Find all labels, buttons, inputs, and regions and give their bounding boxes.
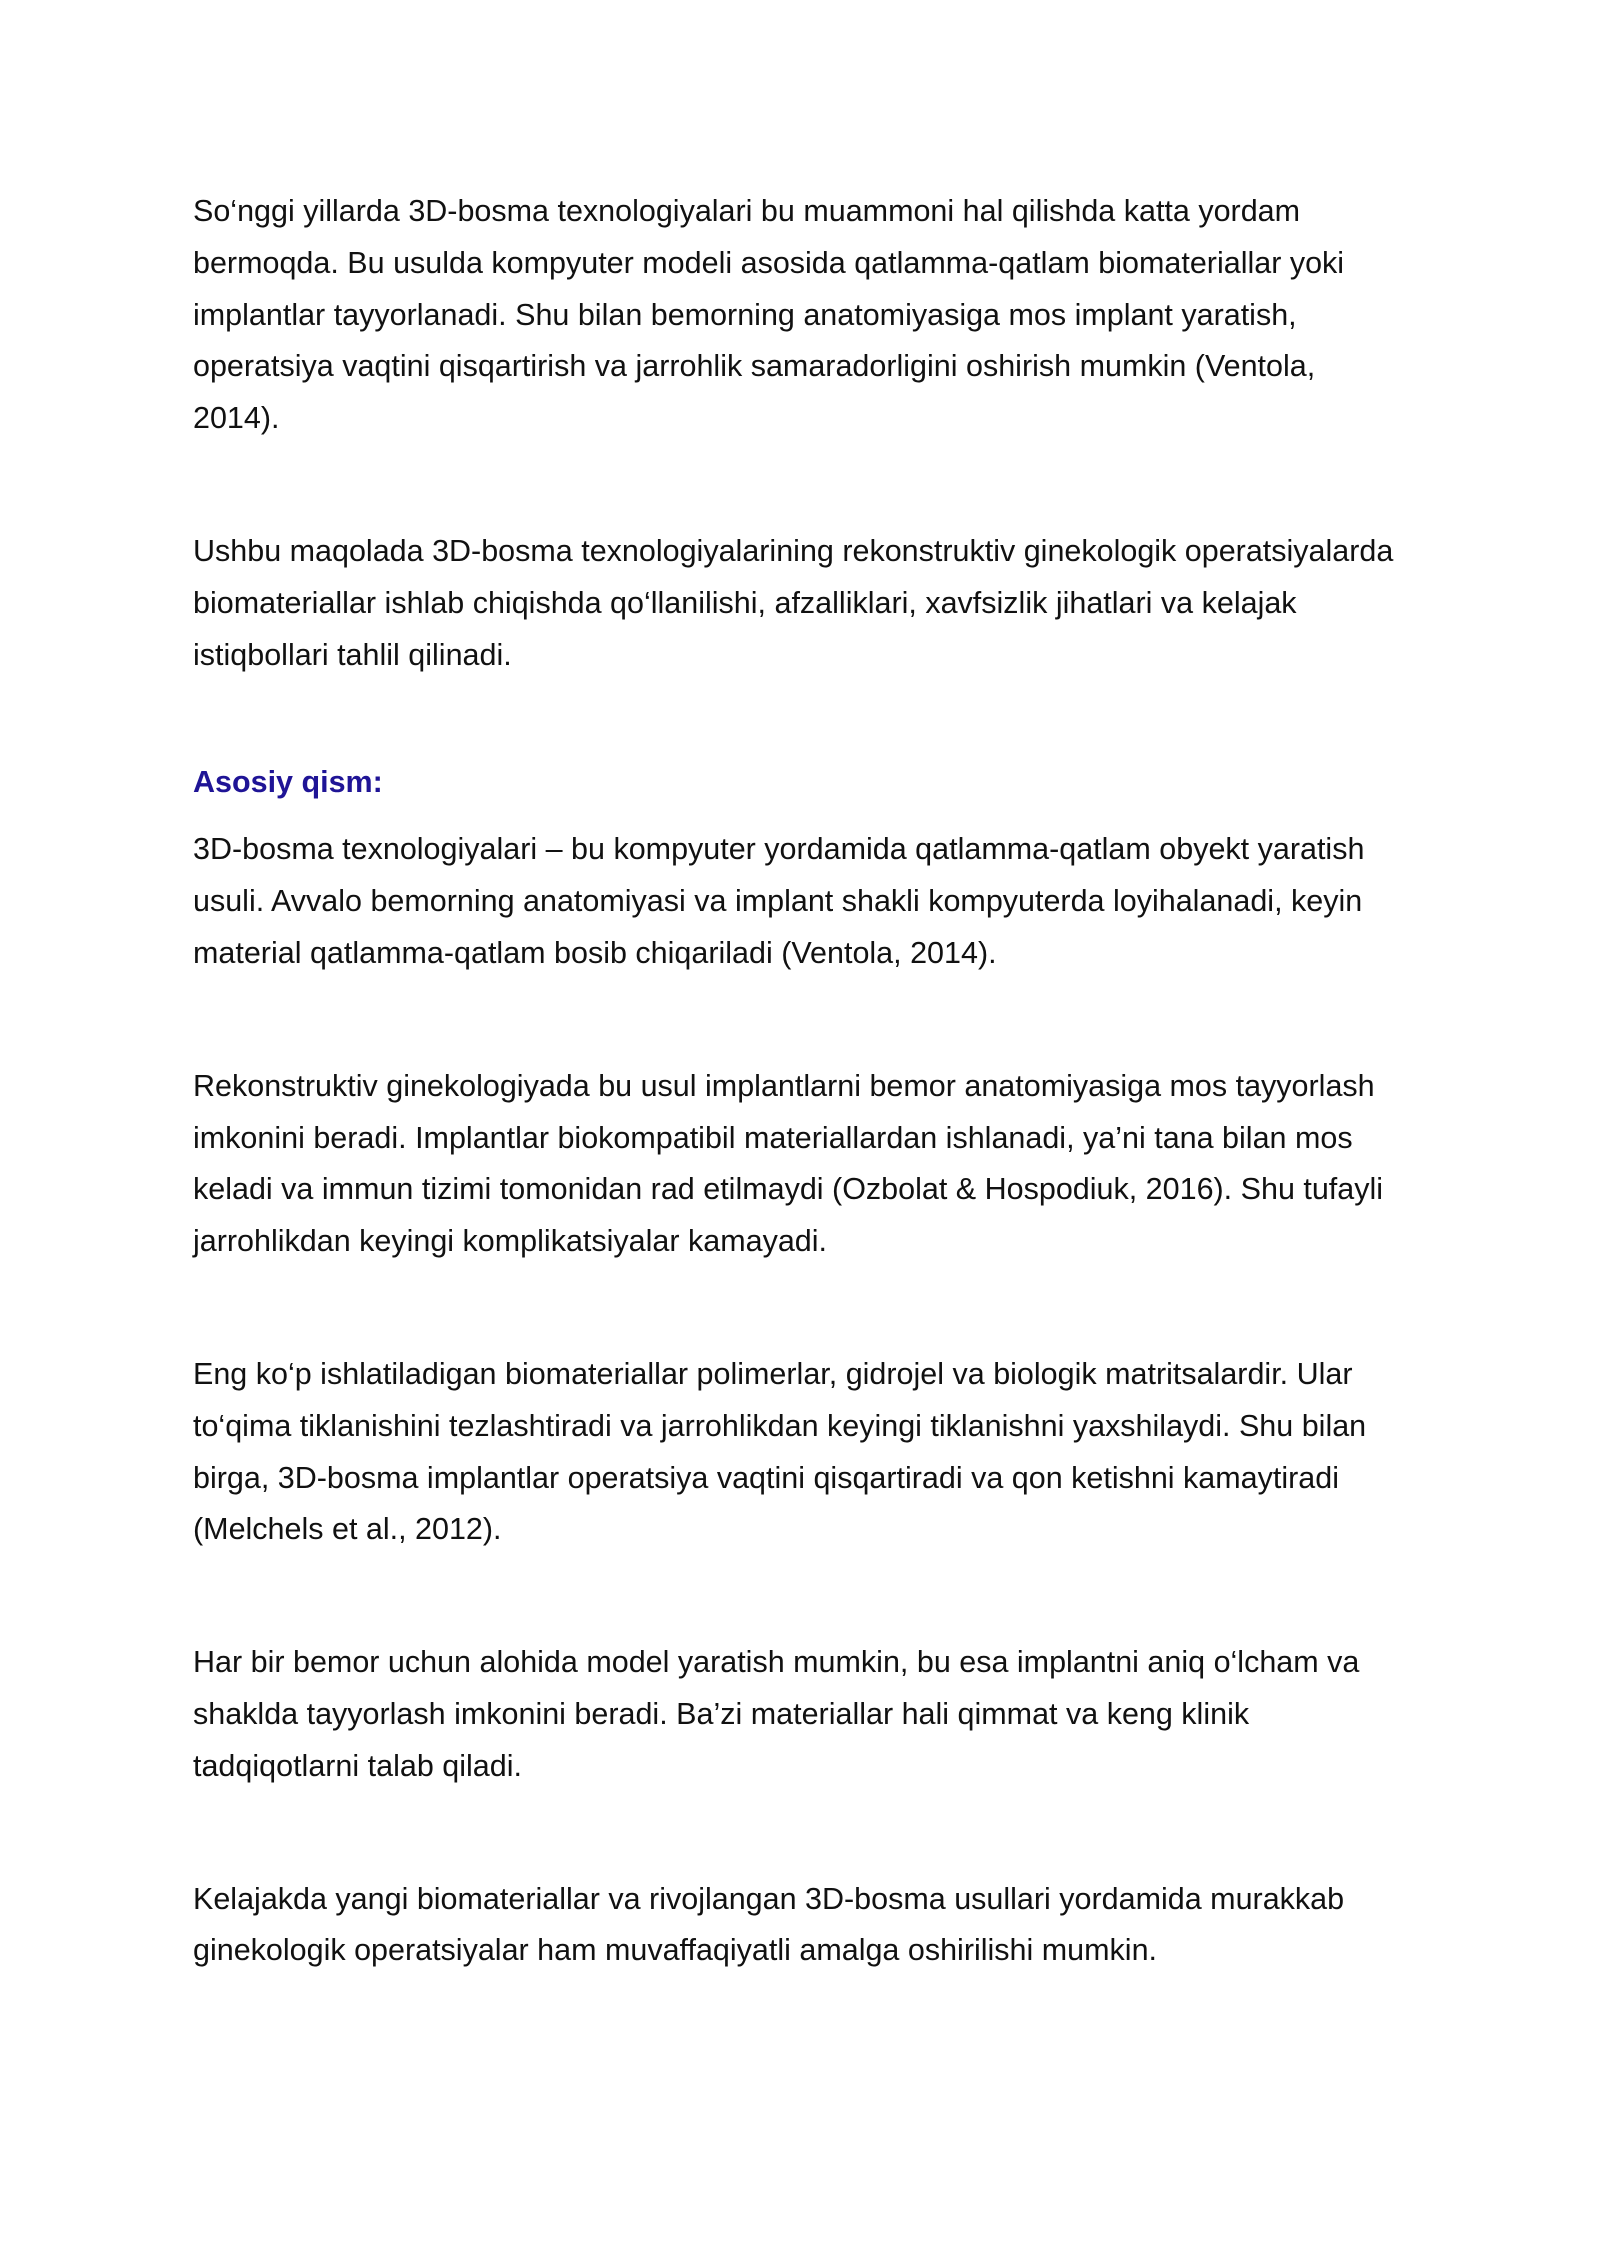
main-paragraph-3: Eng ko‘p ishlatiladigan biomateriallar polimerlar, gidrojel va biologik matritsalardir. Ular to‘qima tiklanishini tezlashtiradi va jarrohlikdan keyingi tiklanishni yaxshilaydi. Shu bilan birga, 3D-bosma implantlar operatsiya vaqtini qisqartiradi va qon ketishni kamaytiradi (Melchels et al., 2012). <box>193 1356 1367 1547</box>
main-paragraph-2: Rekonstruktiv ginekologiyada bu usul implantlarni bemor anatomiyasiga mos tayyorlash imkonini beradi. Implantlar biokompatibil materiallardan ishlanadi, ya’ni tana bilan mos keladi va immun tizimi tomonidan rad etilmaydi (Ozbolat & Hospodiuk, 2016). Shu tufayli jarrohlikdan keyingi komplikatsiyalar kamayadi. <box>193 1068 1384 1259</box>
section-heading: Asosiy qism: <box>193 765 383 800</box>
main-paragraph-1: 3D-bosma texnologiyalari – bu kompyuter yordamida qatlamma-qatlam obyekt yaratish usuli. Avvalo bemorning anatomiyasi va implant shakli kompyuterda loyihalanadi, keyin material qatlamma-qatlam bosib chiqariladi (Ventola, 2014). <box>193 832 1365 970</box>
intro-paragraph-1: So‘nggi yillarda 3D-bosma texnologiyalari bu muammoni hal qilishda katta yordam bermoqda. Bu usulda kompyuter modeli asosida qatlamma-qatlam biomateriallar yoki implantlar tayyorlanadi. Shu bilan bemorning anatomiyasiga mos implant yaratish, operatsiya vaqtini qisqartirish va jarrohlik samaradorligini oshirish mumkin (Ventola, 2014). <box>193 194 1345 436</box>
main-paragraph-4: Har bir bemor uchun alohida model yaratish mumkin, bu esa implantni aniq o‘lcham va shaklda tayyorlash imkonini beradi. Ba’zi materiallar hali qimmat va keng klinik tadqiqotlarni talab qiladi. <box>193 1645 1360 1783</box>
main-paragraph-5: Kelajakda yangi biomateriallar va rivojlangan 3D-bosma usullari yordamida murakkab ginekologik operatsiyalar ham muvaffaqiyatli amalga oshirilishi mumkin. <box>193 1881 1345 1968</box>
intro-paragraph-2: Ushbu maqolada 3D-bosma texnologiyalarining rekonstruktiv ginekologik operatsiyalarda biomateriallar ishlab chiqishda qo‘llanilishi, afzalliklari, xavfsizlik jihatlari va kelajak istiqbollari tahlil qilinadi. <box>193 533 1394 672</box>
